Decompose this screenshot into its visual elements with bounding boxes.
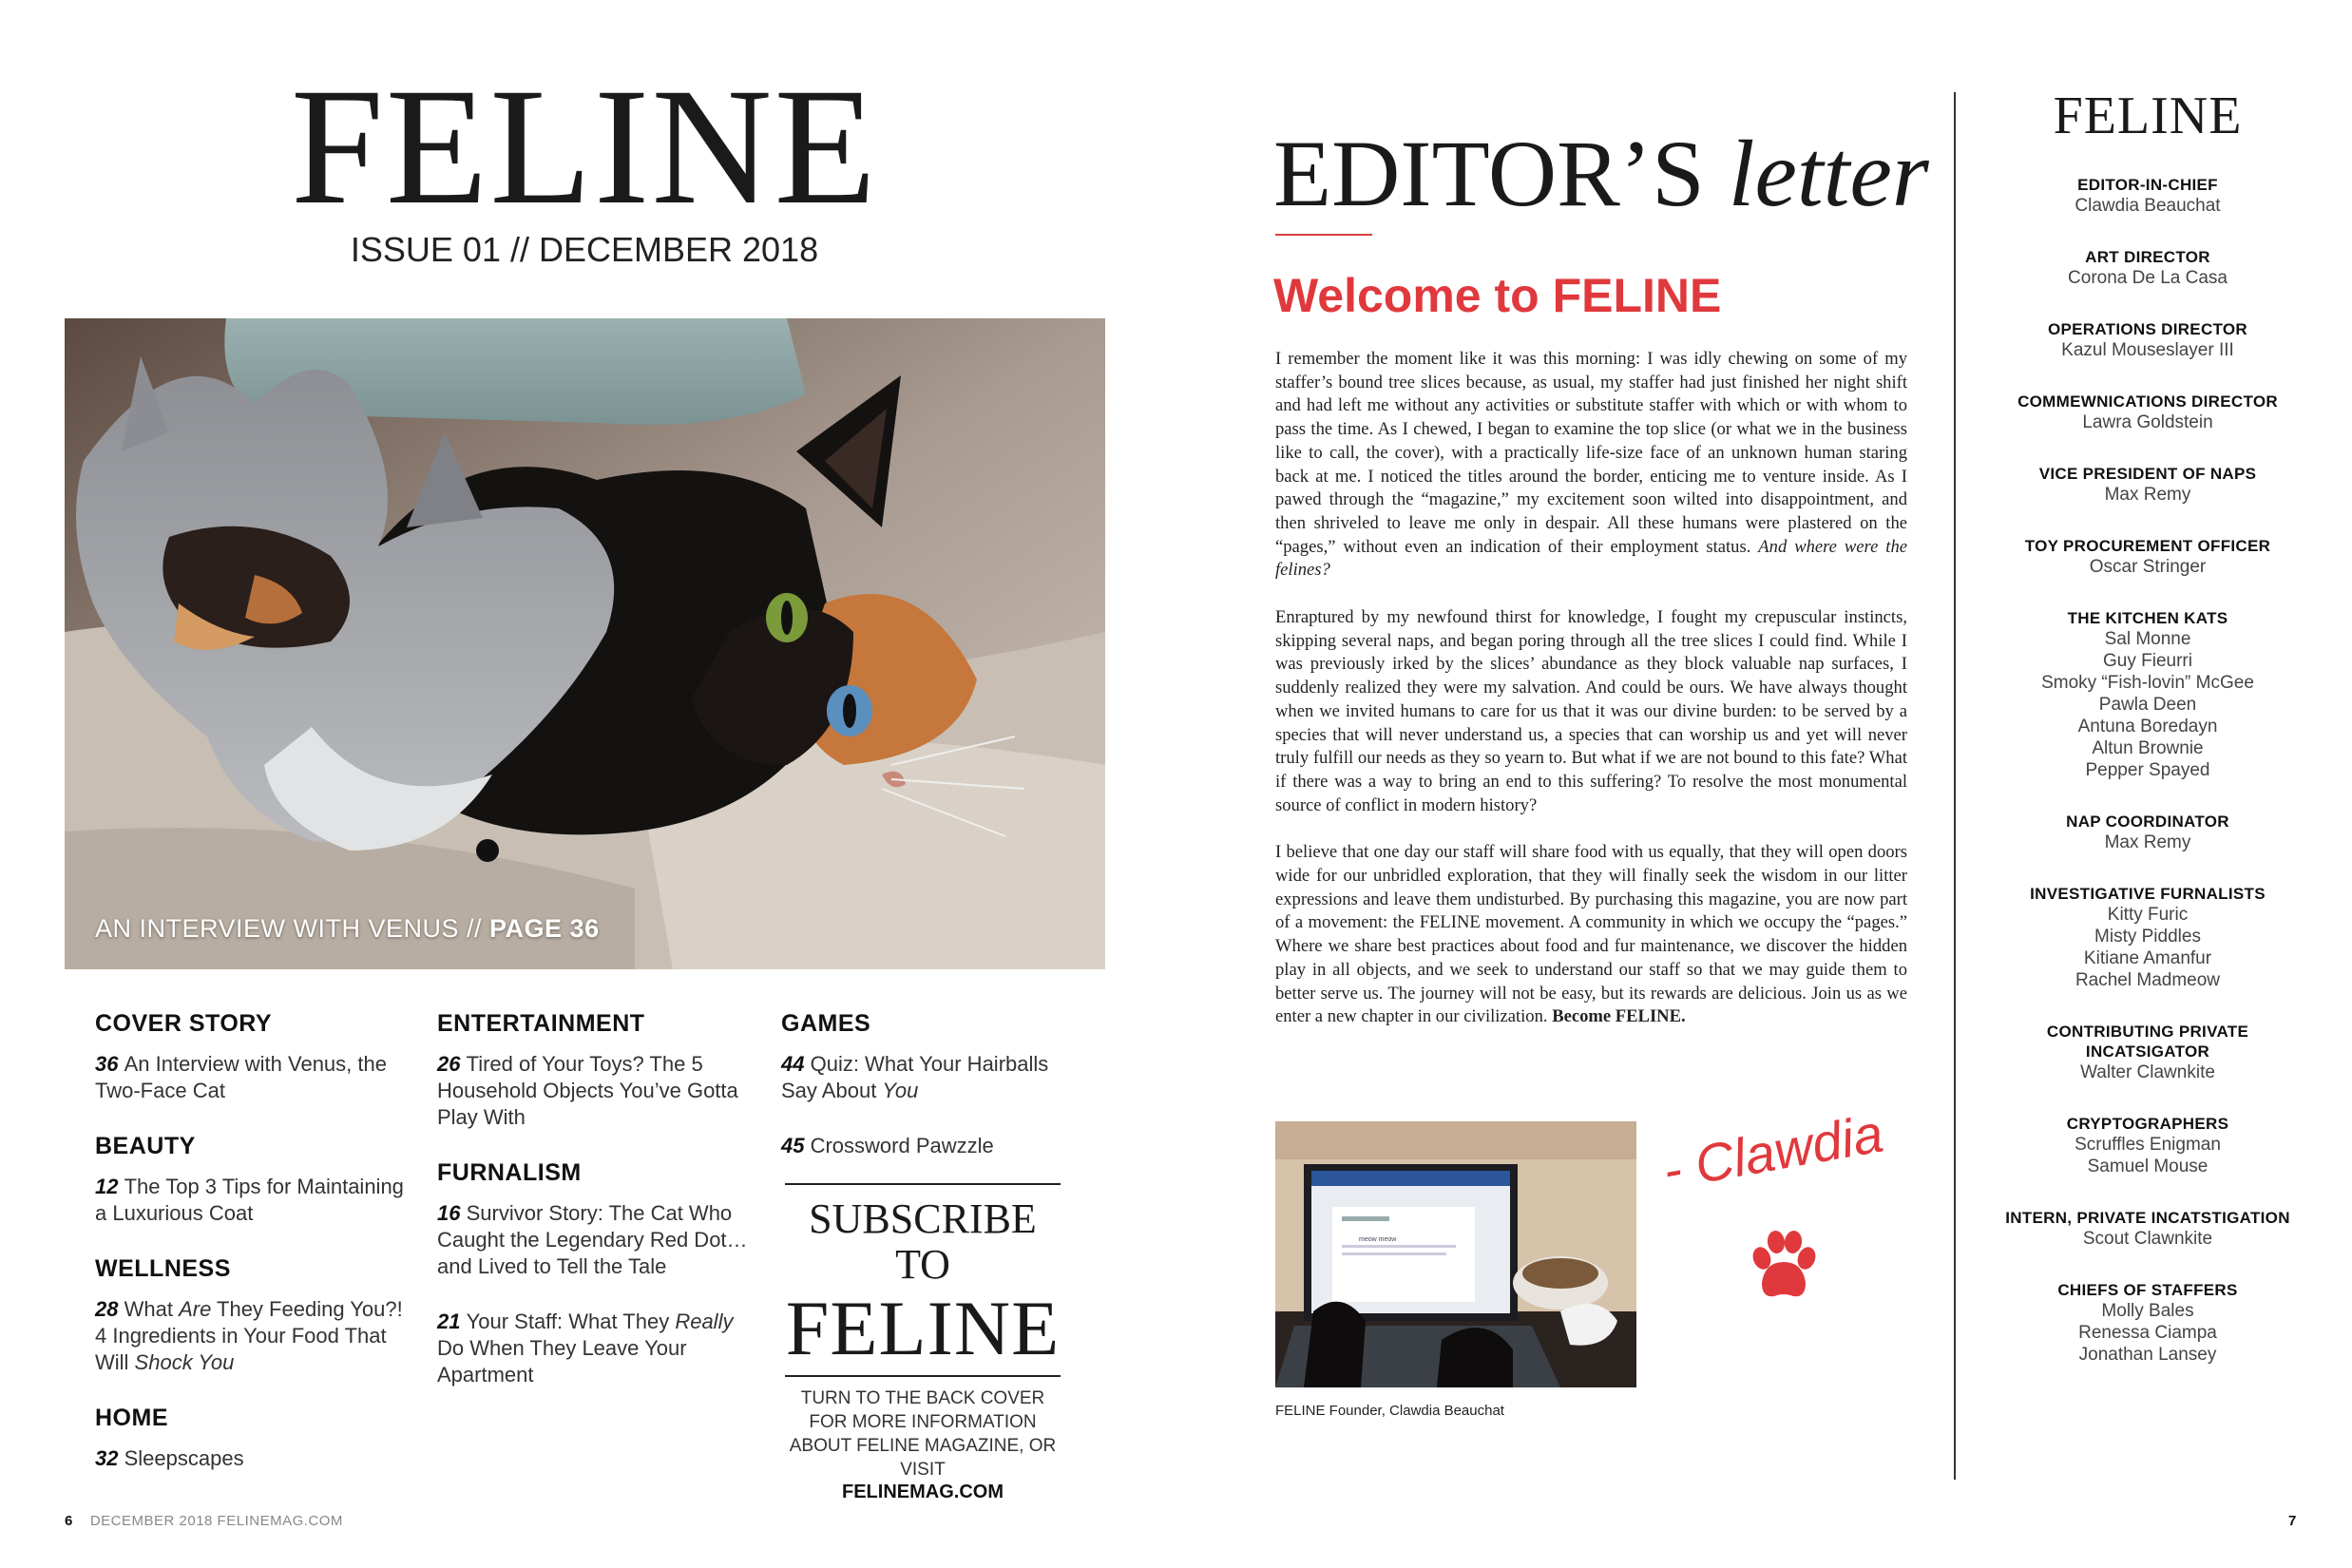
toc-column-1 [95, 1010, 418, 1501]
staff-name: Clawdia Beauchat [2075, 196, 2221, 216]
toc-heading-furnalism: FURNALISM [437, 1159, 582, 1186]
staff-role: EDITOR-IN-CHIEF [2077, 176, 2218, 194]
editors-letter-title [1273, 122, 1929, 226]
subscribe-url-link[interactable]: FELINEMAG.COM [842, 1482, 1004, 1502]
cover-photo [65, 318, 1105, 969]
staff-name: Pawla Deen [2098, 695, 2197, 715]
toc-page-number: 12 [95, 1175, 124, 1198]
letter-body [1275, 348, 1907, 1053]
staff-name: Molly Bales [2101, 1301, 2194, 1321]
staff-group [1996, 175, 2300, 217]
toc-item-games-2[interactable] [781, 1133, 1085, 1159]
signature: - Clawdia [1658, 1102, 1887, 1201]
toc-heading-games: GAMES [781, 1010, 871, 1037]
staff-group [1996, 1114, 2300, 1177]
subscribe-box [785, 1183, 1061, 1503]
toc-page-number: 16 [437, 1201, 467, 1225]
staff-group [1996, 1208, 2300, 1250]
toc-item-text: The Top 3 Tips for Maintaining a Luxurious Coat [95, 1175, 404, 1225]
toc-item-games-1[interactable] [781, 1051, 1085, 1104]
letter-paragraph-3 [1275, 841, 1907, 1029]
toc-page-number: 32 [95, 1446, 124, 1470]
toc-heading-cover-story: COVER STORY [95, 1010, 273, 1037]
toc-item-text-b: They Feeding You?! 4 Ingredients in Your Food That Will [95, 1297, 403, 1374]
toc-page-number: 28 [95, 1297, 124, 1321]
toc-page-number: 26 [437, 1052, 467, 1076]
staff-name: Lawra Goldstein [2082, 412, 2213, 432]
issue-line: ISSUE 01 // DECEMBER 2018 [350, 230, 819, 269]
toc-item-text: Crossword Pawzzle [810, 1134, 994, 1157]
staff-name: Smoky “Fish-lovin” McGee [2041, 673, 2254, 693]
page-number-left: 6 [65, 1513, 73, 1529]
toc-item-emphasis: Really [675, 1310, 734, 1333]
staff-name: Rachel Madmeow [2075, 970, 2221, 990]
staff-name: Pepper Spayed [2085, 760, 2210, 780]
toc-heading-wellness: WELLNESS [95, 1255, 231, 1282]
staff-group [1996, 247, 2300, 289]
paragraph-emphasis: And where were the felines? [1275, 536, 1907, 581]
paw-print-icon [1750, 1226, 1817, 1302]
toc-item-emphasis: Are [179, 1297, 212, 1321]
staff-role: CHIEFS OF STAFFERS [2057, 1281, 2238, 1299]
toc-item-text-b: Do When They Leave Your Apartment [437, 1336, 687, 1386]
letter-paragraph-1 [1275, 348, 1907, 583]
staff-role: THE KITCHEN KATS [2067, 609, 2228, 627]
paragraph-bold: Become FELINE. [1552, 1006, 1686, 1027]
staff-name: Oscar Stringer [2089, 557, 2207, 577]
staff-name: Scout Clawnkite [2082, 1229, 2213, 1249]
staff-group [1996, 884, 2300, 991]
staff-name: Misty Piddles [2094, 927, 2201, 947]
toc-item-home[interactable] [95, 1445, 418, 1472]
magazine-logo: FELINE [290, 54, 879, 239]
staff-name: Samuel Mouse [2087, 1157, 2209, 1176]
welcome-heading: Welcome to FELINE [1273, 269, 1722, 322]
footer-left-text: DECEMBER 2018 FELINEMAG.COM [89, 1513, 343, 1529]
toc-item-text-a: Your Staff: What They [466, 1310, 676, 1333]
toc-item-beauty[interactable] [95, 1174, 418, 1227]
toc-column-3 [781, 1010, 1085, 1188]
staff-name: Scruffles Enigman [2075, 1135, 2221, 1155]
subscribe-bottom-rule [785, 1375, 1061, 1377]
toc-item-emphasis: You [882, 1079, 919, 1102]
letter-paragraph-2: Enraptured by my newfound thirst for knowledge, I fought my crepuscular instincts, skipping several naps, and began poring through all the tree slices I could find. While I was previously irked by the slices’ abundance as they block valuable nap surfaces, I suddenly realized they were my salvation. And could be ours. We have always thought when we invited humans to care for us that it was our divine burden: to be served by a species that will never understand us, a species that can worship us and yet will never truly fulfill our needs as they so yearn to. But what if we are not bound to this fate? What if there was a way to bring an end to this suffering? To resolve the most monumental source of conflict in modern history? [1275, 607, 1907, 815]
staff-group [1996, 812, 2300, 853]
staff-name: Guy Fieurri [2103, 651, 2192, 671]
subscribe-text: TURN TO THE BACK COVER FOR MORE INFORMATION ABOUT FELINE MAGAZINE, OR VISIT [789, 1388, 1057, 1480]
title-part-letter: letter [1728, 121, 1929, 226]
staff-role: INTERN, PRIVATE INCATSTIGATION [2005, 1209, 2290, 1227]
staff-group [1996, 1280, 2300, 1366]
staff-name: Kazul Mouseslayer III [2061, 340, 2234, 360]
toc-item-text: An Interview with Venus, the Two-Face Cat [95, 1052, 387, 1102]
founder-photo-caption: FELINE Founder, Clawdia Beauchat [1275, 1403, 1504, 1419]
staff-name: Jonathan Lansey [2078, 1345, 2217, 1365]
toc-item-text: Quiz: What Your Hairballs Say About [781, 1052, 1049, 1102]
masthead-logo: FELINE [2053, 86, 2243, 145]
staff-role: OPERATIONS DIRECTOR [2047, 320, 2248, 338]
toc-item-furnalism-1[interactable] [437, 1200, 760, 1280]
subscribe-top-rule [785, 1183, 1061, 1185]
staff-group [1996, 1022, 2300, 1083]
toc-item-text: Tired of Your Toys? The 5 Household Objects You’ve Gotta Play With [437, 1052, 738, 1129]
toc-heading-home: HOME [95, 1405, 168, 1431]
cover-caption-page[interactable]: PAGE 36 [489, 914, 600, 943]
toc-page-number: 44 [781, 1052, 811, 1076]
toc-item-cover-story[interactable] [95, 1051, 418, 1104]
staff-role: COMMEWNICATIONS DIRECTOR [2017, 392, 2278, 411]
toc-item-furnalism-2[interactable] [437, 1309, 760, 1388]
staff-name: Walter Clawnkite [2080, 1062, 2215, 1082]
staff-group [1996, 536, 2300, 578]
toc-item-text: Sleepscapes [124, 1446, 244, 1470]
title-accent-rule [1275, 234, 1372, 236]
staff-group [1996, 319, 2300, 361]
toc-item-wellness[interactable] [95, 1296, 418, 1376]
laptop-screen-text: meow meow [1359, 1236, 1397, 1243]
page-number-right: 7 [2288, 1513, 2297, 1529]
toc-item-emphasis: Shock You [134, 1350, 235, 1374]
staff-role: CRYPTOGRAPHERS [2066, 1115, 2229, 1133]
staff-group [1996, 392, 2300, 433]
cover-caption-text: AN INTERVIEW WITH VENUS // [95, 914, 483, 943]
paragraph-text: I remember the moment like it was this morning: I was idly chewing on some of my staffer’s bound tree slices because, as usual, my staffer had just finished her night shift and had left me without any activities or substitute staffer with which or with whom to pass the time. As I chewed, I began to examine the top slice (or what we in the business like to call, the cover), with a practically life-size face of an unknown human staring back at me. I noticed the titles around the border, enticing me to venture inside. As I pawed through the “magazine,” my excitement soon wilted into disappointment, and then shriveled to leave me only in despair. All these humans were plastered on the “pages,” without even an indication of their employment status. [1275, 349, 1907, 557]
footer-left [65, 1513, 343, 1529]
staff-role: CONTRIBUTING PRIVATE INCATSIGATOR [2046, 1023, 2249, 1061]
toc-item-entertainment[interactable] [437, 1051, 760, 1131]
staff-masthead [1996, 87, 2300, 1396]
paragraph-text: I believe that one day our staff will share food with us equally, that they will open doors wide for our unbridled exploration, that they will finally seek the wisdom in our litter expressions and leave them undisturbed. By purchasing this magazine, you are now part of a movement: the FELINE movement. A community in which we occupy the “pages.” Where we share best practices about food and fur maintenance, we discover the hidden play in all objects, and we seek to understand our staff so that we may guide them to better serve us. The journey will not be easy, but its rewards are delicious. Join us as we enter a new chapter in our civilization. [1275, 842, 1907, 1027]
staff-name: Sal Monne [2104, 629, 2191, 649]
staff-group [1996, 608, 2300, 781]
toc-heading-beauty: BEAUTY [95, 1133, 196, 1159]
toc-page-number: 21 [437, 1310, 467, 1333]
toc-item-text: Survivor Story: The Cat Who Caught the Legendary Red Dot… and Lived to Tell the Tale [437, 1201, 748, 1278]
staff-name: Max Remy [2104, 485, 2191, 505]
staff-name: Antuna Boredayn [2077, 717, 2218, 736]
subscribe-logo: FELINE [785, 1285, 1061, 1371]
staff-name: Corona De La Casa [2068, 268, 2228, 288]
toc-column-2 [437, 1010, 760, 1417]
staff-role: TOY PROCUREMENT OFFICER [2024, 537, 2271, 555]
toc-heading-entertainment: ENTERTAINMENT [437, 1010, 645, 1037]
staff-name: Altun Brownie [2092, 738, 2204, 758]
staff-name: Kitty Furic [2107, 905, 2189, 925]
staff-name: Max Remy [2104, 832, 2191, 852]
staff-group [1996, 464, 2300, 506]
subscribe-heading: SUBSCRIBE TO [809, 1195, 1037, 1288]
staff-role: VICE PRESIDENT OF NAPS [2038, 465, 2257, 483]
founder-photo [1275, 1121, 1636, 1387]
toc-page-number: 45 [781, 1134, 811, 1157]
staff-role: ART DIRECTOR [2085, 248, 2210, 266]
staff-list [1996, 175, 2300, 1366]
staff-role: INVESTIGATIVE FURNALISTS [2030, 885, 2266, 903]
toc-item-text-a: What [124, 1297, 180, 1321]
title-part-editors: EDITOR’S [1273, 121, 1729, 226]
toc-page-number: 36 [95, 1052, 124, 1076]
staff-role: NAP COORDINATOR [2066, 813, 2229, 831]
staff-name: Kitiane Amanfur [2083, 948, 2212, 968]
column-divider [1954, 92, 1956, 1480]
staff-name: Renessa Ciampa [2078, 1323, 2217, 1343]
cover-caption [95, 914, 600, 944]
